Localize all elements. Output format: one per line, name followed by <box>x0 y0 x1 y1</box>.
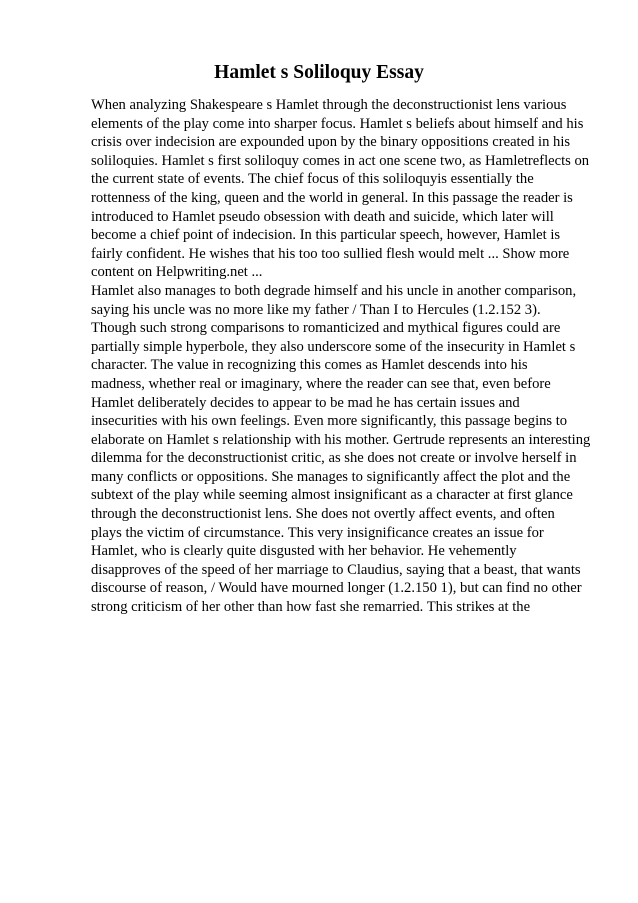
essay-line: madness, whether real or imaginary, where the reader can see that, even before <box>91 375 551 392</box>
essay-line: rottenness of the king, queen and the world in general. In this passage the reader is <box>91 189 573 206</box>
essay-line: character. The value in recognizing this comes as Hamlet descends into his <box>91 357 528 374</box>
essay-line: many conflicts or oppositions. She manages to significantly affect the plot and the <box>91 468 571 485</box>
document-title: Hamlet s Soliloquy Essay <box>214 62 424 83</box>
essay-line: become a chief point of indecision. In this particular speech, however, Hamlet is <box>91 227 561 244</box>
essay-line: the current state of events. The chief focus of this soliloquyis essentially the <box>91 171 534 188</box>
essay-line: subtext of the play while seeming almost insignificant as a character at first glance <box>91 487 573 504</box>
essay-line: When analyzing Shakespeare s Hamlet through the deconstructionist lens various <box>91 97 567 113</box>
essay-line: through the deconstructionist lens. She does not overtly affect events, and often <box>91 506 555 523</box>
essay-line: elaborate on Hamlet s relationship with his mother. Gertrude represents an interesting <box>91 431 591 448</box>
essay-line: partially simple hyperbole, they also underscore some of the insecurity in Hamlet s <box>91 338 576 355</box>
essay-line: plays the victim of circumstance. This very insignificance creates an issue for <box>91 524 544 541</box>
essay-line: saying his uncle was no more like my father / Than I to Hercules (1.2.152 3). <box>91 301 541 318</box>
essay-line: fairly confident. He wishes that his too too sullied flesh would melt ... Show more <box>91 245 570 262</box>
essay-line: soliloquies. Hamlet s first soliloquy comes in act one scene two, as Hamletreflects on <box>91 152 590 169</box>
essay-line: discourse of reason, / Would have mourned longer (1.2.150 1), but can find no other <box>91 580 582 597</box>
essay-line: Though such strong comparisons to romanticized and mythical figures could are <box>91 320 561 337</box>
essay-line: disapproves of the speed of her marriage to Claudius, saying that a beast, that wants <box>91 561 581 578</box>
essay-line: introduced to Hamlet pseudo obsession with death and suicide, which later will <box>91 208 554 225</box>
essay-line: elements of the play come into sharper focus. Hamlet s beliefs about himself and his <box>91 115 584 132</box>
essay-line: insecurities with his own feelings. Even more significantly, this passage begins to <box>91 413 568 430</box>
essay-line: crisis over indecision are expounded upon by the binary oppositions created in his <box>91 134 571 151</box>
essay-line: content on Helpwriting.net ... <box>91 264 263 281</box>
essay-body <box>91 96 601 617</box>
essay-line: strong criticism of her other than how fast she remarried. This strikes at the <box>91 599 531 616</box>
essay-line: Hamlet, who is clearly quite disgusted with her behavior. He vehemently <box>91 543 517 560</box>
essay-line: dilemma for the deconstructionist critic, as she does not create or involve herself in <box>91 450 577 467</box>
essay-line: Hamlet also manages to both degrade himself and his uncle in another comparison, <box>91 282 577 299</box>
essay-line: Hamlet deliberately decides to appear to be mad he has certain issues and <box>91 394 520 411</box>
